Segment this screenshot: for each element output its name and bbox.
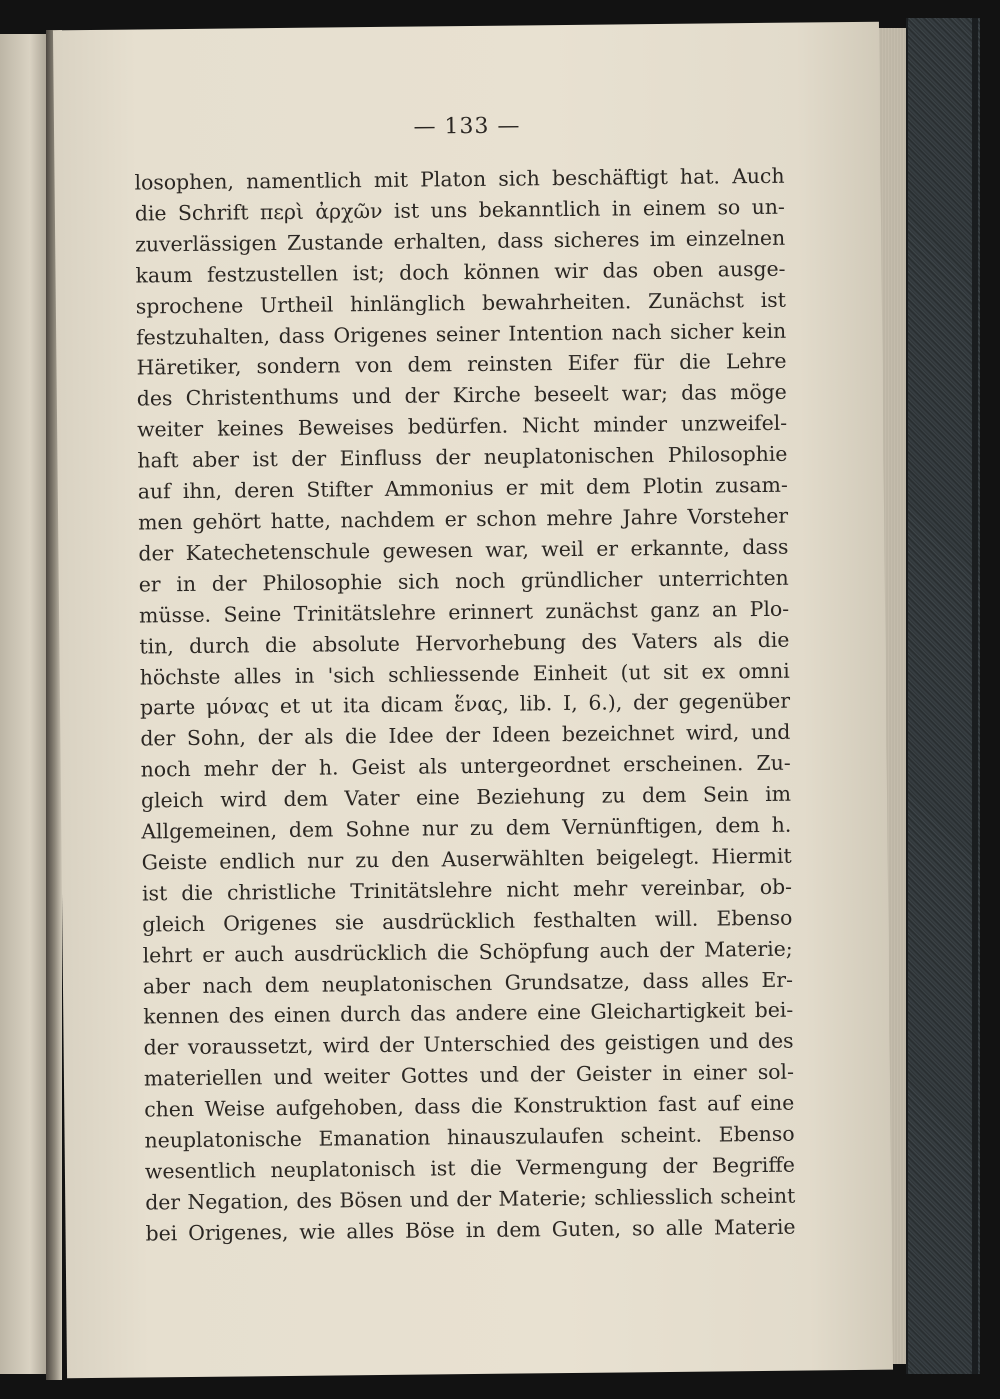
text-line: lehrt er auch ausdrücklich die Schöpfung auch der Materie; <box>142 936 793 968</box>
text-line: weiter keines Beweises bedürfen. Nicht minder unzweifel- <box>137 410 788 442</box>
text-line: Häretiker, sondern von dem reinsten Eifer für die Lehre <box>136 349 787 380</box>
text-line: müsse. Seine Trinitätslehre erinnert zunächst ganz an Plo- <box>138 596 790 628</box>
text-line: ist die christliche Trinitätslehre nicht mehr vereinbar, ob- <box>141 874 793 906</box>
text-line: zuverlässigen Zustande erhalten, dass sicheres im einzelnen <box>135 225 786 257</box>
cover-edge <box>972 18 978 1374</box>
text-line: er in der Philosophie sich noch gründlicher unterrichten <box>138 565 789 597</box>
text-line: Geiste endlich nur zu den Auserwählten beigelegt. Hiermit <box>141 843 792 875</box>
facing-page-edge <box>0 34 50 1374</box>
text-line: der Katechetenschule gewesen war, weil er erkannte, dass <box>138 534 789 566</box>
text-line: losophen, namentlich mit Platon sich beschäftigt hat. Auch <box>134 163 785 195</box>
text-line: auf ihn, deren Stifter Ammonius er mit dem Plotin zusam- <box>137 472 788 504</box>
text-line: der voraussetzt, wird der Unterschied des geistigen und des <box>143 1029 794 1060</box>
text-line: chen Weise aufgehoben, dass die Konstruktion fast auf eine <box>144 1090 795 1122</box>
text-line: men gehört hatte, nachdem er schon mehre Jahre Vorsteher <box>137 503 789 535</box>
text-line: bei Origenes, wie alles Böse in dem Guten, so alle Materie <box>145 1214 796 1246</box>
text-line: gleich wird dem Vater eine Beziehung zu dem Sein im <box>140 781 792 813</box>
text-line: höchste alles in 'sich schliessende Einheit (ut sit ex omni <box>139 658 790 689</box>
text-line: materiellen und weiter Gottes und der Geister in einer sol- <box>143 1059 795 1091</box>
book-page <box>53 22 893 1379</box>
text-line: sprochene Urtheil hinlänglich bewahrheiten. Zunächst ist <box>135 287 786 319</box>
page-number: — 133 — <box>413 113 521 140</box>
book-cover-board <box>906 18 980 1374</box>
text-line: wesentlich neuplatonisch ist die Vermengung der Begriffe <box>144 1152 796 1184</box>
text-line: die Schrift περὶ ἀρχῶν ist uns bekanntlich in einem so un- <box>134 194 785 226</box>
page-body-text <box>134 161 795 1249</box>
text-line: kaum festzustellen ist; doch können wir das oben ausge- <box>135 256 786 288</box>
text-line: der Sohn, der als die Idee der Ideen bezeichnet wird, und <box>140 719 791 751</box>
text-line: gleich Origenes sie ausdrücklich festhalten will. Ebenso <box>142 905 793 937</box>
text-line: neuplatonische Emanation hinauszulaufen scheint. Ebenso <box>144 1121 795 1153</box>
text-line: aber nach dem neuplatonischen Grundsatze, dass alles Er- <box>142 967 794 999</box>
text-line: der Negation, des Bösen und der Materie; schliesslich scheint <box>145 1183 796 1215</box>
text-line: des Christenthums und der Kirche beseelt war; das möge <box>136 380 787 411</box>
text-line: parte μόνας et ut ita dicam ἕνας, lib. I, 6.), der gegenüber <box>139 689 791 720</box>
text-line: festzuhalten, dass Origenes seiner Intention nach sicher kein <box>136 318 787 350</box>
text-line: tin, durch die absolute Hervorhebung des Vaters als die <box>139 627 790 659</box>
text-line: kennen des einen durch das andere eine Gleichartigkeit bei- <box>143 998 794 1029</box>
text-line: Allgemeinen, dem Sohne nur zu dem Vernünftigen, dem h. <box>141 812 792 844</box>
text-line: noch mehr der h. Geist als untergeordnet erscheinen. Zu- <box>140 750 791 782</box>
text-line: haft aber ist der Einfluss der neuplatonischen Philosophie <box>137 441 788 473</box>
